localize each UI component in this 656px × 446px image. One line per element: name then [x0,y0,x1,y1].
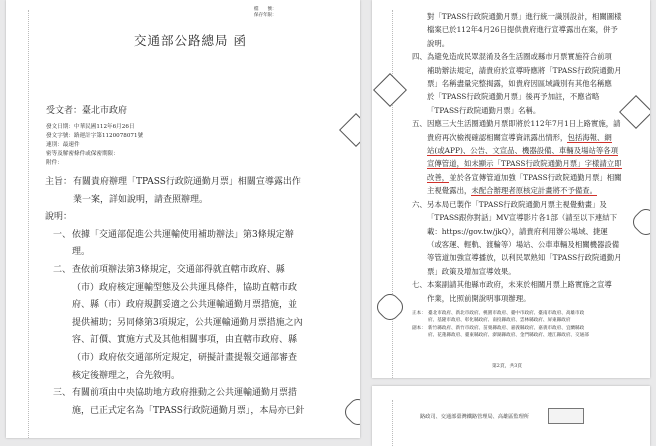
item-marker: 三、 [53,388,72,399]
text-line: （市）政府核定運輸型態及公共運具條件，協助直轄市政 [72,282,298,293]
document-meta [46,123,143,168]
official-seal-icon [629,205,650,239]
official-seal-icon [373,290,407,324]
explanation-item [412,198,622,278]
explanation-item [412,50,622,117]
text-line [427,104,622,117]
item-marker: 四、 [412,52,427,62]
text-segment: 因應三大生活圈通勤月票即將於112年7月1日上路實施，請 [427,119,621,129]
item-marker: 五、 [412,119,427,129]
text-line [427,144,622,157]
text-line [427,198,622,211]
text-segment: 等管道加強宣導播放，以利民眾熟知「TPASS行政院通勤月 [427,253,622,263]
text-segment: 主視覺露出， [427,186,472,196]
explanation-items [412,50,622,305]
retention-field: 保存年限： [254,13,277,18]
issue-date: 發文日期：中華民國112年6月26日 [46,124,135,130]
text-segment: 並於各宣傳管道加強「TPASS行政院通勤月票」相關 [449,172,622,182]
text-segment: 「TPASS行政院通勤月票」名稱。 [427,105,541,115]
highlighted-text: 宣傳管道，如未顯示「TPASS行政院通勤月票」字樣請立即 [427,159,622,169]
explanation-label: 說明： [45,212,73,223]
archive-fields [254,7,277,19]
distribution-group [412,310,622,325]
text-line [427,77,622,90]
letter-page-2 [372,0,650,378]
distribution-label: 副本： [412,325,426,331]
text-segment: 票」政策及增加宣導效果。 [427,266,516,276]
continued-paragraph [412,10,622,50]
explanation-item [412,117,622,197]
explanation-item [53,262,304,385]
letter-body [45,174,304,420]
text-line [427,238,622,251]
explanation-item [412,278,622,305]
text-line: 施，已正式定名為「TPASS行政院通勤月票」，本局亦已針 [72,405,305,416]
text-segment: 補助辦法規定，請貴府於宣導時應將「TPASS行政院通勤月 [427,65,622,75]
text-line: 理。 [72,247,91,258]
text-line: 說明。 [427,38,450,48]
text-line [427,265,622,278]
highlighted-text: 未配合辦理者原核定計畫將不予備查。 [471,186,598,196]
text-line: 查依前項辦法第3條規定，交通部得就直轄市政府、縣 [72,264,285,275]
text-line: 提供補助；另同條第3項規定，公共運輸通勤月票措施之內 [72,317,303,328]
explanation-items [45,227,304,421]
text-line [427,131,622,144]
text-line: 府、縣（市）政府規劃妥適之公共運輸通勤月票措施，並 [72,300,298,311]
attachments: 附件： [46,160,63,166]
text-line: 有關前項由中央協助地方政府推動之公共運輸通勤月票措 [72,388,298,399]
item-text [72,262,304,385]
text-segment: 貴府再次檢視確認相關宣導資訊露出情形， [427,132,568,142]
text-segment: 作業，比照前開說明事項辦理。 [427,293,531,303]
cc-line: 路政司、交通部臺灣鐵路管理局、高雄區監理所 [420,414,529,420]
text-line [427,184,622,197]
text-line: 核定後辦理之，合先敘明。 [72,370,181,381]
text-line [427,90,622,103]
text-line [427,50,622,63]
text-segment: 為避免造成民眾混淆及各生活圈或縣市月票實施符合前項 [427,52,612,62]
subject-text [73,174,304,209]
text-line: 臺北市政府、新北市政府、桃園市政府、臺中市政府、臺南市政府、高雄市政 [428,310,585,316]
document-number: 發文字號：路運計字第1120078071號 [46,133,144,139]
item-marker: 六、 [412,199,427,209]
official-seal-icon [339,113,360,147]
binding-line [28,10,29,438]
letter-page-3 [372,386,650,446]
explanation-item [53,385,304,420]
text-line [427,292,622,305]
text-line [427,278,622,291]
text-line [427,117,622,130]
text-line: 依據「交通部促進公共運輸使用補助辦法」第3條規定辦 [72,229,294,240]
highlighted-text: 站(或APP)、公告、文宣品、機器設備、車輛及場站等各項 [427,146,619,156]
page-number: 第2頁，共3頁 [492,364,523,369]
text-line: 府、花蓮縣政府、臺東縣政府、澎湖縣政府、金門縣政府、連江縣政府、交通部 [428,333,589,339]
binding-line [392,400,393,446]
distribution-label: 正本： [412,310,426,316]
item-text [72,385,304,420]
text-line: 府、基隆市政府、彰化縣政府、南投縣政府、雲林縣政府、屏東縣政府 [428,318,571,324]
distribution-group [412,325,622,340]
text-line [427,157,622,170]
text-line: 容、訂價、實施方式及其他相關事項，由直轄市政府、縣 [72,335,298,346]
official-seal-icon [373,73,407,107]
highlighted-text: 包括海報、網 [567,132,612,142]
text-line: （市）政府依交通部所定規定，研擬計畫提報交通部審查 [72,352,298,363]
text-line [427,251,622,264]
text-line [427,171,622,184]
text-line [427,211,622,224]
item-text [72,227,304,262]
text-segment: 本案副請其他縣市政府，未來於相關月票上路實施之宣導 [427,280,612,290]
binding-line [392,10,393,378]
letter-body [412,10,622,340]
text-line: 業一案，詳如說明，請查照辦理。 [73,194,209,205]
subject-label: 主旨： [45,177,73,187]
text-line: 檔案已於112年4月26日提供貴府進行宣導露出在案，併予 [427,25,618,35]
recipient: 受文者：臺北市政府 [46,106,128,116]
official-seal-icon [619,95,650,129]
text-segment: 載：https://gov.tw/jkQ），請貴府利用辦公場域、捷運 [427,226,608,236]
explanation-item [53,227,304,262]
text-line: 有關貴府辦理「TPASS行政院通勤月票」相關宣導露出作 [73,177,301,187]
text-segment: （或客運、輕軌、渡輪等）場站、公車車輛及相關機器設備 [427,239,620,249]
highlighted-text: 改善， [427,172,450,182]
letter-page-1 [6,0,360,438]
text-segment: 票」名稱盡量完整揭露，如貴府因區域識別有其他名稱應 [427,79,612,89]
file-number-field: 檔 號： [254,7,277,12]
subject [45,174,304,209]
urgency: 速別：最速件 [46,142,80,148]
signature-stamp-icon [548,408,584,424]
letter-title: 交通部公路總局 函 [134,33,247,48]
classification: 密等及解密條件或保密期限： [46,151,119,157]
text-line [427,64,622,77]
text-segment: 於「TPASS行政院通勤月票」後再予加註，不應省略 [427,92,600,102]
text-segment: 另本局已製作「TPASS行政院通勤月票主視覺動畫」及 [427,199,607,209]
item-marker: 二、 [53,264,72,275]
item-marker: 七、 [412,280,427,290]
text-line [427,225,622,238]
text-line: 新竹縣政府、新竹市政府、苗栗縣政府、嘉義縣政府、嘉義市政府、宜蘭縣政 [428,325,585,331]
distribution-list [412,310,622,340]
official-seal-icon [341,395,360,429]
text-line: 對「TPASS行政院通勤月票」進行統一識別設計，相關圖樣 [427,12,622,21]
text-segment: 「TPASS跟你對話」MV宣導影片各1部（請至以下連結下 [427,213,617,223]
item-marker: 一、 [53,229,72,240]
